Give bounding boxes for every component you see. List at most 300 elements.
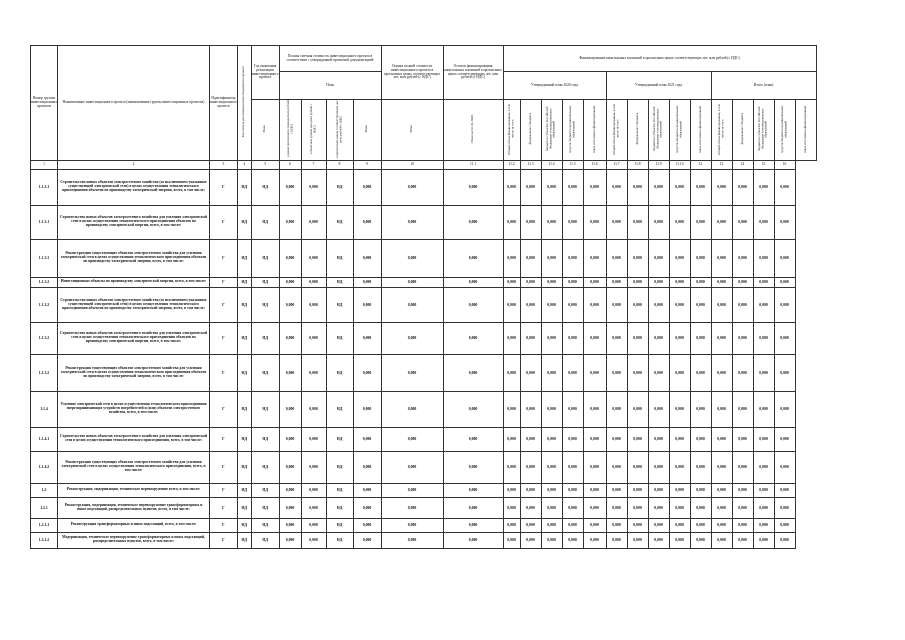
row-financing-value: 0,000 (606, 354, 627, 391)
row-financing-value: 0,000 (648, 518, 669, 532)
row-financing-value: 0,000 (503, 354, 520, 391)
row-financing-value: 0,000 (606, 169, 627, 205)
row-financing-value: 0,000 (711, 391, 732, 427)
row-value: 0,000 (353, 277, 381, 287)
row-financing-value: 0,000 (669, 451, 690, 483)
row-code: 1.2.1.1 (31, 518, 58, 532)
row-financing-value: 0,000 (711, 451, 732, 483)
row-financing-value: 0,000 (627, 497, 648, 518)
row-value: 0,000 (301, 427, 326, 451)
hdr-group-no: Номер группы инвестиционных проектов (31, 46, 58, 161)
row-financing-value: 0,000 (520, 391, 541, 427)
row-financing-value: 0,000 (753, 497, 774, 518)
row-financing-value: 0,000 (606, 322, 627, 354)
row-value: 0,000 (301, 287, 326, 322)
column-numbers-row (31, 160, 817, 169)
row-value: НД (326, 427, 353, 451)
row-financing-value: 0,000 (669, 532, 690, 548)
row-financing-value: 0,000 (443, 427, 503, 451)
table-row (31, 169, 817, 205)
row-year-end: НД (251, 169, 279, 205)
row-financing-value: 0,000 (774, 451, 795, 483)
row-financing-value: 0,000 (669, 205, 690, 239)
row-financing-value: 0,000 (669, 354, 690, 391)
row-financing-value: 0,000 (541, 483, 562, 497)
row-financing-value: 0,000 (732, 427, 753, 451)
row-financing-value: 0,000 (627, 277, 648, 287)
hdr-total: Итого (план) (711, 72, 816, 100)
row-financing-value: 0,000 (711, 497, 732, 518)
row-year-start: НД (237, 483, 251, 497)
row-name: Строительство новых объектов электросетевого хозяйства (за исключением указанных существующей электрической сети) в целях осуществления технологического присоединения объектов по производству электрической энергии, всего, в том числе: (58, 287, 210, 322)
row-financing-value: 0,000 (443, 239, 503, 277)
row-financing-value: 0,000 (648, 354, 669, 391)
hdr-remaining: Остаток финансирования капитальных вложений в прогнозных ценах соответствующих лет, млн рублей (с НДС) (443, 46, 503, 100)
table-row (31, 451, 817, 483)
column-number: 15 (753, 160, 774, 169)
row-financing-value: 0,000 (753, 391, 774, 427)
row-financing-value: 0,000 (583, 169, 606, 205)
row-value: 0,000 (301, 532, 326, 548)
row-value: 0,000 (381, 169, 443, 205)
row-name: Реконструкция трансформаторных и иных подстанций, всего, в том числе: (58, 518, 210, 532)
row-id: Г (210, 532, 238, 548)
row-value: 0,000 (279, 239, 301, 277)
row-financing-value: 0,000 (711, 277, 732, 287)
row-financing-value: 0,000 (648, 322, 669, 354)
row-value: 0,000 (381, 354, 443, 391)
row-year-start: НД (237, 205, 251, 239)
row-financing-value: 0,000 (606, 532, 627, 548)
table-row (31, 532, 817, 548)
row-financing-value: 0,000 (774, 532, 795, 548)
row-value: 0,000 (381, 322, 443, 354)
row-financing-value: 0,000 (753, 239, 774, 277)
row-financing-value: 0,000 (711, 483, 732, 497)
row-financing-value: 0,000 (711, 427, 732, 451)
row-financing-value: 0,000 (774, 354, 795, 391)
row-value: 0,000 (381, 427, 443, 451)
row-financing-value: 0,000 (583, 451, 606, 483)
row-value: 0,000 (301, 169, 326, 205)
row-year-end: НД (251, 205, 279, 239)
row-financing-value: 0,000 (503, 497, 520, 518)
row-financing-value: 0,000 (443, 169, 503, 205)
row-year-end: НД (251, 518, 279, 532)
row-financing-value: 0,000 (774, 322, 795, 354)
row-financing-value: 0,000 (627, 287, 648, 322)
row-financing-value: 0,000 (669, 391, 690, 427)
row-code: 1.1.4.1 (31, 427, 58, 451)
column-number: 1 (31, 160, 58, 169)
table-header (31, 46, 817, 161)
row-financing-value: 0,000 (753, 532, 774, 548)
row-financing-value: 0,000 (562, 483, 583, 497)
hdr-estimate-plan: План (279, 72, 381, 100)
row-value: 0,000 (301, 391, 326, 427)
row-value: 0,000 (301, 518, 326, 532)
row-financing-value: 0,000 (520, 497, 541, 518)
row-financing-value: 0,000 (774, 277, 795, 287)
row-value: 0,000 (353, 483, 381, 497)
row-value: 0,000 (301, 277, 326, 287)
row-financing-value: 0,000 (690, 239, 711, 277)
row-financing-value: 0,000 (583, 239, 606, 277)
row-financing-value: 0,000 (541, 354, 562, 391)
row-id: Г (210, 277, 238, 287)
row-value: 0,000 (353, 532, 381, 548)
row-name: Усиление электрической сети в целях осуществления технологического присоединения энергопринимающих устройств потребителей и (или) объектов электросетевого хозяйства, всего, в том числе: (58, 391, 210, 427)
row-financing-value: 0,000 (627, 518, 648, 532)
row-code: 1.1.3.1 (31, 169, 58, 205)
row-value: 0,000 (353, 451, 381, 483)
row-value: НД (326, 532, 353, 548)
row-code: 1.1.3.1 (31, 205, 58, 239)
row-code: 1.1.3.2 (31, 322, 58, 354)
row-year-end: НД (251, 277, 279, 287)
row-financing-value: 0,000 (520, 169, 541, 205)
row-financing-value: 0,000 (774, 483, 795, 497)
row-name: Реконструкция существующих объектов электросетевого хозяйства для усиления электрической сети в целях осуществления технологического присоединения объектов по производству электрической энергии, всего, в том числе: (58, 239, 210, 277)
row-financing-value: 0,000 (753, 169, 774, 205)
row-value: НД (326, 239, 353, 277)
row-financing-value: 0,000 (503, 287, 520, 322)
row-financing-value: 0,000 (443, 451, 503, 483)
table-row (31, 277, 817, 287)
column-number: 11.8 (627, 160, 648, 169)
row-value: 0,000 (301, 497, 326, 518)
row-financing-value: 0,000 (669, 277, 690, 287)
row-code: 1.2.1 (31, 497, 58, 518)
row-financing-value: 0,000 (583, 287, 606, 322)
row-financing-value: 0,000 (541, 239, 562, 277)
row-financing-value: 0,000 (583, 427, 606, 451)
row-financing-value: 0,000 (669, 287, 690, 322)
row-financing-value: 0,000 (443, 518, 503, 532)
row-value: 0,000 (353, 169, 381, 205)
row-financing-value: 0,000 (669, 518, 690, 532)
row-value: 0,000 (381, 497, 443, 518)
row-year-start: НД (237, 277, 251, 287)
row-value: НД (326, 497, 353, 518)
row-id: Г (210, 497, 238, 518)
row-year-end: НД (251, 354, 279, 391)
row-financing-value: 0,000 (541, 518, 562, 532)
row-financing-value: 0,000 (606, 497, 627, 518)
row-value: 0,000 (353, 427, 381, 451)
hdr-project-name: Наименование инвестиционного проекта (наименование группы инвестиционных проектов) (58, 46, 210, 161)
row-financing-value: 0,000 (562, 518, 583, 532)
row-code: 1.1.4 (31, 391, 58, 427)
row-financing-value: 0,000 (648, 483, 669, 497)
hdr-subcolumns: План в ценах прогнозного периода (млн рублей с НДС) в базисном уровне цен (млн рублей с НДС) в прогнозных ценах соответствующих лет (млн рублей с НДС) План План План на 01.01.2020 Общий объем финансирования, в том числе за счет: федерального бюджета бюджетов субъектов Российской Федерации и муниципальных образований средств бюджетов муниципальных образований иных источников финансирования Общий объем финансирования, в том числе за счет: федерального бюджета бюджетов субъектов Российской Федерации и муниципальных образований средств бюджетов муниципальных образований иных источников финансирования Общий объем финансирования, в том числе за счет: федерального бюджета бюджетов субъектов Российской Федерации и муниципальных образований средств бюджетов муниципальных образований иных источников финансирования (31, 100, 817, 161)
row-financing-value: 0,000 (711, 354, 732, 391)
row-financing-value: 0,000 (753, 205, 774, 239)
row-financing-value: 0,000 (583, 497, 606, 518)
row-financing-value: 0,000 (648, 532, 669, 548)
row-financing-value: 0,000 (711, 205, 732, 239)
row-value: НД (326, 287, 353, 322)
column-number: 2 (58, 160, 210, 169)
row-value: 0,000 (381, 391, 443, 427)
row-financing-value: 0,000 (583, 483, 606, 497)
row-financing-value: 0,000 (690, 205, 711, 239)
row-value: 0,000 (381, 518, 443, 532)
row-financing-value: 0,000 (732, 287, 753, 322)
row-financing-value: 0,000 (648, 497, 669, 518)
row-financing-value: 0,000 (690, 287, 711, 322)
row-financing-value: 0,000 (562, 287, 583, 322)
row-value: 0,000 (381, 239, 443, 277)
row-financing-value: 0,000 (732, 277, 753, 287)
row-financing-value: 0,000 (520, 322, 541, 354)
row-value: 0,000 (279, 322, 301, 354)
row-year-end: НД (251, 239, 279, 277)
row-financing-value: 0,000 (732, 497, 753, 518)
row-code: 1.1.3.2 (31, 354, 58, 391)
row-id: Г (210, 239, 238, 277)
column-number: 13 (711, 160, 732, 169)
row-year-end: НД (251, 427, 279, 451)
row-year-end: НД (251, 451, 279, 483)
row-value: 0,000 (301, 483, 326, 497)
hdr-2020: Утвержденный план 2020 года (503, 72, 606, 100)
row-financing-value: 0,000 (562, 497, 583, 518)
hdr-financing: Финансирование капитальных вложений в прогнозных ценах соответствующих лет, млн рублей (с НДС) (503, 46, 816, 72)
table-row (31, 391, 817, 427)
row-financing-value: 0,000 (732, 532, 753, 548)
row-value: 0,000 (353, 518, 381, 532)
row-financing-value: 0,000 (774, 169, 795, 205)
row-value: НД (326, 451, 353, 483)
row-value: 0,000 (279, 518, 301, 532)
row-financing-value: 0,000 (690, 532, 711, 548)
row-financing-value: 0,000 (648, 427, 669, 451)
row-year-end: НД (251, 391, 279, 427)
row-financing-value: 0,000 (503, 427, 520, 451)
row-value: НД (326, 277, 353, 287)
row-financing-value: 0,000 (541, 169, 562, 205)
row-financing-value: 0,000 (541, 287, 562, 322)
row-financing-value: 0,000 (669, 483, 690, 497)
row-value: 0,000 (381, 205, 443, 239)
column-number: 9 (353, 160, 381, 169)
row-financing-value: 0,000 (774, 287, 795, 322)
row-value: 0,000 (353, 391, 381, 427)
row-name: Реконструкция существующих объектов электросетевого хозяйства для усиления электрической сети в целях осуществления технологического присоединения объектов по производству электрической энергии, всего, в том числе: (58, 354, 210, 391)
row-financing-value: 0,000 (648, 239, 669, 277)
row-name: Строительство новых объектов электросетевого хозяйства (за исключением указанных существующей электрической сети) в целях осуществления технологического присоединения объектов по производству электрической энергии, всего, в том числе: (58, 169, 210, 205)
row-financing-value: 0,000 (541, 427, 562, 451)
row-financing-value: 0,000 (503, 451, 520, 483)
row-financing-value: 0,000 (753, 451, 774, 483)
column-number: 11.3 (520, 160, 541, 169)
column-number: 4 (237, 160, 251, 169)
row-financing-value: 0,000 (690, 169, 711, 205)
row-financing-value: 0,000 (443, 277, 503, 287)
row-financing-value: 0,000 (690, 277, 711, 287)
row-value: НД (326, 354, 353, 391)
row-value: 0,000 (279, 483, 301, 497)
row-financing-value: 0,000 (606, 427, 627, 451)
row-financing-value: 0,000 (774, 239, 795, 277)
row-value: 0,000 (301, 451, 326, 483)
row-financing-value: 0,000 (753, 483, 774, 497)
row-financing-value: 0,000 (583, 354, 606, 391)
row-financing-value: 0,000 (627, 354, 648, 391)
table-row (31, 427, 817, 451)
row-financing-value: 0,000 (520, 239, 541, 277)
column-number: 10 (381, 160, 443, 169)
row-name: Строительство новых объектов электросетевого хозяйства для усиления электрической сети в целях осуществления технологического присоединения объектов по производству электрической энергии, всего, в том числе: (58, 205, 210, 239)
row-financing-value: 0,000 (503, 483, 520, 497)
row-value: 0,000 (381, 277, 443, 287)
hdr-year-start: Год начала реализации инвестиционного проекта (237, 46, 251, 161)
row-financing-value: 0,000 (541, 532, 562, 548)
row-financing-value: 0,000 (753, 287, 774, 322)
row-financing-value: 0,000 (627, 169, 648, 205)
row-financing-value: 0,000 (443, 497, 503, 518)
row-code: 1.2 (31, 483, 58, 497)
row-name: Реконструкция, модернизация, техническое перевооружение всего, в том числе: (58, 483, 210, 497)
row-value: 0,000 (381, 287, 443, 322)
table-row (31, 483, 817, 497)
column-number: 11.4 (541, 160, 562, 169)
row-value: 0,000 (353, 354, 381, 391)
row-financing-value: 0,000 (711, 518, 732, 532)
hdr-2021: Утвержденный план 2021 года (606, 72, 711, 100)
row-year-end: НД (251, 287, 279, 322)
column-number: 5 (251, 160, 279, 169)
row-financing-value: 0,000 (648, 287, 669, 322)
row-value: 0,000 (301, 354, 326, 391)
row-value: 0,000 (381, 532, 443, 548)
row-financing-value: 0,000 (711, 287, 732, 322)
table-row (31, 205, 817, 239)
row-value: НД (326, 391, 353, 427)
row-financing-value: 0,000 (732, 483, 753, 497)
row-name: Строительство новых объектов электросетевого хозяйства для усиления электрической сети в целях осуществления технологического присоединения объектов по производству электрической энергии, всего, в том числе: (58, 322, 210, 354)
row-year-start: НД (237, 497, 251, 518)
row-value: 0,000 (353, 205, 381, 239)
report-sheet (30, 45, 817, 549)
row-value: НД (326, 518, 353, 532)
row-financing-value: 0,000 (669, 169, 690, 205)
row-financing-value: 0,000 (627, 483, 648, 497)
row-value: НД (326, 483, 353, 497)
row-financing-value: 0,000 (443, 391, 503, 427)
row-year-start: НД (237, 427, 251, 451)
row-financing-value: 0,000 (753, 427, 774, 451)
row-financing-value: 0,000 (443, 287, 503, 322)
row-financing-value: 0,000 (690, 391, 711, 427)
row-financing-value: 0,000 (711, 322, 732, 354)
row-value: 0,000 (279, 532, 301, 548)
row-financing-value: 0,000 (503, 518, 520, 532)
hdr-total-cost: Оценка полной стоимости инвестиционного проекта в прогнозных ценах соответствующих лет, млн рублей (с НДС) (381, 46, 443, 100)
row-financing-value: 0,000 (443, 354, 503, 391)
row-financing-value: 0,000 (520, 205, 541, 239)
row-financing-value: 0,000 (606, 451, 627, 483)
row-financing-value: 0,000 (503, 239, 520, 277)
row-financing-value: 0,000 (583, 391, 606, 427)
row-financing-value: 0,000 (774, 205, 795, 239)
row-financing-value: 0,000 (627, 391, 648, 427)
row-financing-value: 0,000 (541, 391, 562, 427)
row-financing-value: 0,000 (627, 427, 648, 451)
row-value: 0,000 (279, 451, 301, 483)
row-value: НД (326, 322, 353, 354)
column-number: 11.1 (443, 160, 503, 169)
row-name: Модернизация, техническое перевооружение трансформаторных и иных подстанций, распределительных пунктов, всего, в том числе: (58, 532, 210, 548)
column-number: 14 (732, 160, 753, 169)
row-financing-value: 0,000 (583, 518, 606, 532)
row-financing-value: 0,000 (562, 427, 583, 451)
row-year-end: НД (251, 483, 279, 497)
table-row (31, 497, 817, 518)
row-financing-value: 0,000 (562, 277, 583, 287)
row-financing-value: 0,000 (541, 205, 562, 239)
row-financing-value: 0,000 (562, 169, 583, 205)
row-year-start: НД (237, 322, 251, 354)
row-value: 0,000 (279, 205, 301, 239)
row-year-end: НД (251, 322, 279, 354)
row-financing-value: 0,000 (690, 322, 711, 354)
row-value: 0,000 (279, 391, 301, 427)
row-financing-value: 0,000 (520, 354, 541, 391)
row-financing-value: 0,000 (711, 532, 732, 548)
row-value: 0,000 (279, 287, 301, 322)
row-financing-value: 0,000 (606, 391, 627, 427)
row-value: 0,000 (381, 451, 443, 483)
row-financing-value: 0,000 (648, 169, 669, 205)
row-name: Реконструкция существующих объектов электросетевого хозяйства для усиления электрической сети в целях осуществления технологического присоединения, всего, в том числе: (58, 451, 210, 483)
row-financing-value: 0,000 (541, 451, 562, 483)
row-year-start: НД (237, 169, 251, 205)
row-year-end: НД (251, 497, 279, 518)
column-number: 11.9 (648, 160, 669, 169)
row-financing-value: 0,000 (732, 322, 753, 354)
column-number: 12 (690, 160, 711, 169)
row-financing-value: 0,000 (503, 322, 520, 354)
row-financing-value: 0,000 (648, 277, 669, 287)
row-year-start: НД (237, 287, 251, 322)
column-number: 11.6 (583, 160, 606, 169)
row-name: Строительство новых объектов электросетевого хозяйства для усиления электрической сети в целях осуществления технологического присоединения, всего, в том числе: (58, 427, 210, 451)
row-financing-value: 0,000 (627, 322, 648, 354)
row-financing-value: 0,000 (520, 518, 541, 532)
table-row (31, 354, 817, 391)
row-value: 0,000 (381, 483, 443, 497)
row-financing-value: 0,000 (443, 532, 503, 548)
table-row (31, 322, 817, 354)
investment-table (30, 45, 817, 549)
table-body (31, 160, 817, 548)
row-financing-value: 0,000 (774, 391, 795, 427)
column-number: 3 (210, 160, 238, 169)
row-financing-value: 0,000 (732, 169, 753, 205)
row-financing-value: 0,000 (669, 239, 690, 277)
row-financing-value: 0,000 (753, 277, 774, 287)
row-financing-value: 0,000 (520, 287, 541, 322)
row-financing-value: 0,000 (774, 497, 795, 518)
row-id: Г (210, 391, 238, 427)
row-financing-value: 0,000 (690, 451, 711, 483)
row-financing-value: 0,000 (753, 354, 774, 391)
row-financing-value: 0,000 (732, 205, 753, 239)
row-value: 0,000 (279, 354, 301, 391)
row-value: 0,000 (301, 205, 326, 239)
